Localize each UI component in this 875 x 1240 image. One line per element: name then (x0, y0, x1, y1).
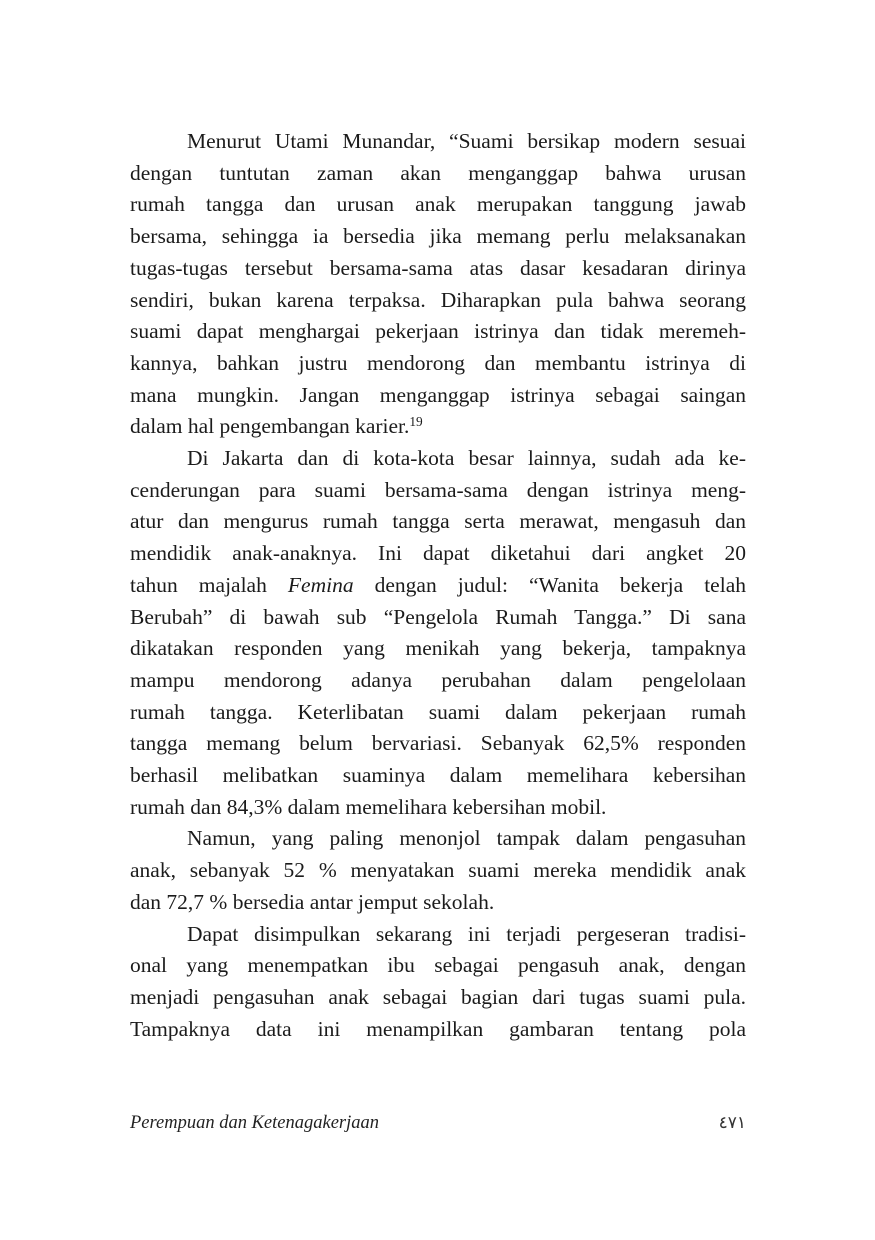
text-segment: Menurut Utami Munandar, “Suami bersikap modern sesuai (187, 129, 746, 153)
text-line (130, 506, 746, 538)
text-line (130, 697, 746, 729)
text-segment: tugas-tugas tersebut bersama-sama atas dasar kesadaran dirinya (130, 255, 746, 280)
text-segment: rumah tangga. Keterlibatan suami dalam pekerjaan rumah (130, 699, 746, 724)
text-line (130, 380, 746, 412)
text-line (130, 158, 746, 190)
text-segment: dengan tuntutan zaman akan menganggap bahwa urusan (130, 160, 746, 185)
text-line (130, 855, 746, 887)
text-segment: Tampaknya data ini menampilkan gambaran tentang pola (130, 1016, 746, 1041)
text-line (130, 316, 746, 348)
text-line (130, 411, 746, 443)
paragraph (130, 126, 746, 443)
text-line (130, 221, 746, 253)
footer-page-number: ٤٧١ (718, 1113, 746, 1132)
text-line (130, 919, 746, 951)
text-segment: suami dapat menghargai pekerjaan istrinya dan tidak meremeh- (130, 319, 746, 344)
text-segment: anak, sebanyak 52 % menyatakan suami mereka mendidik anak (130, 858, 746, 883)
text-segment: Di Jakarta dan di kota-kota besar lainnya, sudah ada ke- (187, 446, 746, 471)
text-line (130, 1014, 746, 1046)
text-segment: cenderungan para suami bersama-sama dengan istrinya meng- (130, 477, 746, 502)
text-segment: mana mungkin. Jangan menganggap istrinya sebagai saingan (130, 382, 746, 407)
text-segment: sendiri, bukan karena terpaksa. Diharapkan pula bahwa seorang (130, 287, 746, 312)
text-segment: kannya, bahkan justru mendorong dan membantu istrinya di (130, 350, 746, 375)
text-segment: onal yang menempatkan ibu sebagai pengasuh anak, dengan (130, 953, 746, 978)
text-segment: Berubah” di bawah sub “Pengelola Rumah Tangga.” Di sana (130, 604, 746, 629)
footnote-reference: 19 (409, 414, 423, 429)
text-line (130, 443, 746, 475)
text-segment: dikatakan responden yang menikah yang bekerja, tampaknya (130, 636, 746, 661)
text-segment: rumah tangga dan urusan anak merupakan tanggung jawab (130, 192, 746, 217)
text-segment: bersama, sehingga ia bersedia jika memang perlu melaksanakan (130, 224, 746, 249)
text-line (130, 665, 746, 697)
text-segment: Dapat disimpulkan sekarang ini terjadi pergeseran tradisi- (187, 921, 746, 946)
footer-book-title: Perempuan dan Ketenagakerjaan (130, 1113, 380, 1133)
text-segment: atur dan mengurus rumah tangga serta merawat, mengasuh dan (130, 509, 746, 534)
text-segment: rumah dan 84,3% dalam memelihara kebersihan mobil. (130, 794, 607, 819)
text-line (130, 253, 746, 285)
text-line (130, 285, 746, 317)
text-segment: dan 72,7 % bersedia antar jemput sekolah. (130, 889, 495, 914)
text-line (130, 633, 746, 665)
text-segment: tahun majalah (130, 572, 288, 597)
text-line (130, 950, 746, 982)
text-segment: tangga memang belum bervariasi. Sebanyak 62,5% responden (130, 731, 746, 756)
paragraph (130, 919, 746, 1046)
text-line (130, 538, 746, 570)
page-footer (130, 1113, 746, 1134)
text-line (130, 792, 746, 824)
text-line (130, 982, 746, 1014)
text-line (130, 570, 746, 602)
body-text (130, 126, 746, 1045)
text-segment: berhasil melibatkan suaminya dalam memelihara kebersihan (130, 763, 746, 788)
text-segment: dengan judul: “Wanita bekerja telah (353, 572, 746, 597)
text-line (130, 189, 746, 221)
text-segment: mendidik anak-anaknya. Ini dapat diketahui dari angket 20 (130, 541, 746, 566)
text-line (130, 348, 746, 380)
text-segment: mampu mendorong adanya perubahan dalam pengelolaan (130, 667, 746, 692)
paragraph (130, 823, 746, 918)
text-segment: dalam hal pengembangan karier. (130, 414, 410, 439)
text-segment: menjadi pengasuhan anak sebagai bagian dari tugas suami pula. (130, 984, 746, 1009)
text-line (130, 475, 746, 507)
text-line (130, 602, 746, 634)
text-line (130, 760, 746, 792)
text-line (130, 126, 746, 158)
italic-text: Femina (287, 572, 354, 597)
paragraph (130, 443, 746, 823)
text-line (130, 728, 746, 760)
text-line (130, 823, 746, 855)
text-segment: Namun, yang paling menonjol tampak dalam pengasuhan (187, 826, 746, 851)
text-line (130, 887, 746, 919)
